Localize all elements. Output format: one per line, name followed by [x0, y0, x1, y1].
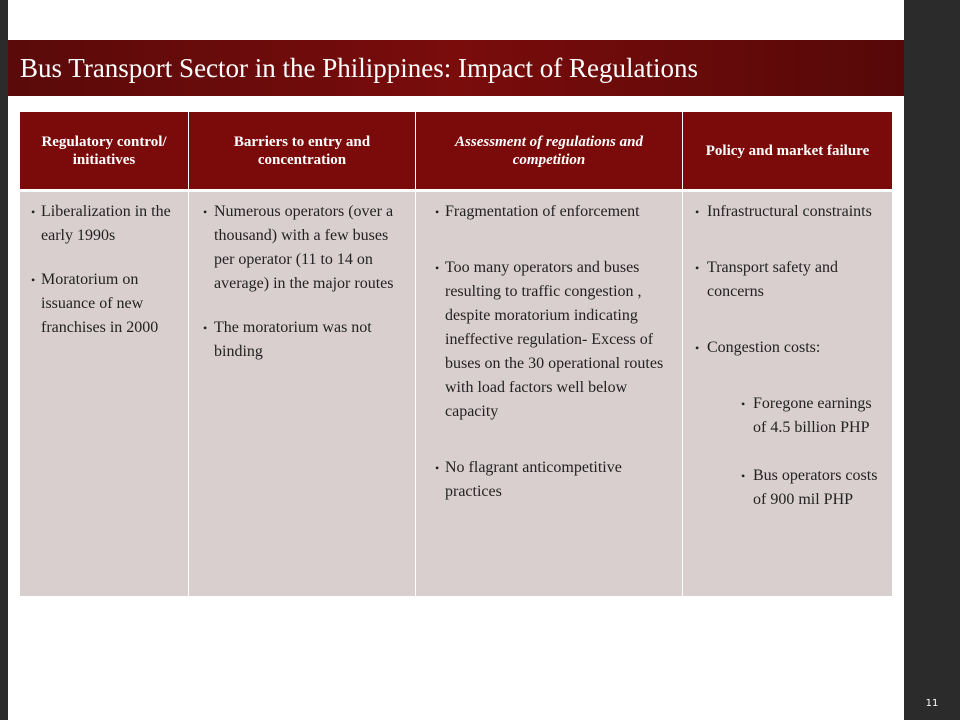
list-item: • Too many operators and buses resulting to traffic congestion , despite moratorium indicating ineffective regulation- Excess of buses on the 30 operational routes with load factors well below capacity: [416, 256, 674, 424]
list-item: • Fragmentation of enforcement: [416, 200, 674, 224]
table-header-row: [20, 112, 892, 189]
page-number: 11: [925, 698, 939, 709]
list-item: • Congestion costs:: [683, 336, 884, 360]
bullet-list: [189, 200, 407, 364]
list-item: • Infrastructural constraints: [683, 200, 884, 224]
bullet-list: [683, 200, 884, 512]
list-item: • Moratorium on issuance of new franchises in 2000: [20, 268, 180, 340]
list-item: • Numerous operators (over a thousand) with a few buses per operator (11 to 14 on average) in the major routes: [189, 200, 407, 296]
cell-barriers-to-entry: [189, 192, 416, 596]
cell-policy-and-market-failure: [683, 192, 892, 596]
header-regulatory-control: Regulatory control/ initiatives: [20, 112, 189, 189]
header-barriers-to-entry: Barriers to entry and concentration: [189, 112, 416, 189]
sub-list-item: • Foregone earnings of 4.5 billion PHP: [683, 392, 884, 440]
header-assessment-of-regulations: Assessment of regulations and competition: [416, 112, 683, 189]
bullet-list: [416, 200, 674, 504]
list-item: • Transport safety and concerns: [683, 256, 884, 304]
regulations-table: [20, 112, 892, 596]
right-edge-strip: [904, 0, 960, 720]
left-edge-strip: [0, 0, 8, 720]
slide-title: Bus Transport Sector in the Philippines: Impact of Regulations: [20, 53, 698, 83]
table-body-row: [20, 192, 892, 596]
list-item: • The moratorium was not binding: [189, 316, 407, 364]
cell-assessment-of-regulations: [416, 192, 683, 596]
list-item: • No flagrant anticompetitive practices: [416, 456, 674, 504]
header-policy-and-market-failure: Policy and market failure: [705, 142, 870, 159]
bullet-list: [20, 200, 180, 340]
sub-list-item: • Bus operators costs of 900 mil PHP: [683, 464, 884, 512]
list-item: • Liberalization in the early 1990s: [20, 200, 180, 248]
cell-regulatory-control: [20, 192, 189, 596]
